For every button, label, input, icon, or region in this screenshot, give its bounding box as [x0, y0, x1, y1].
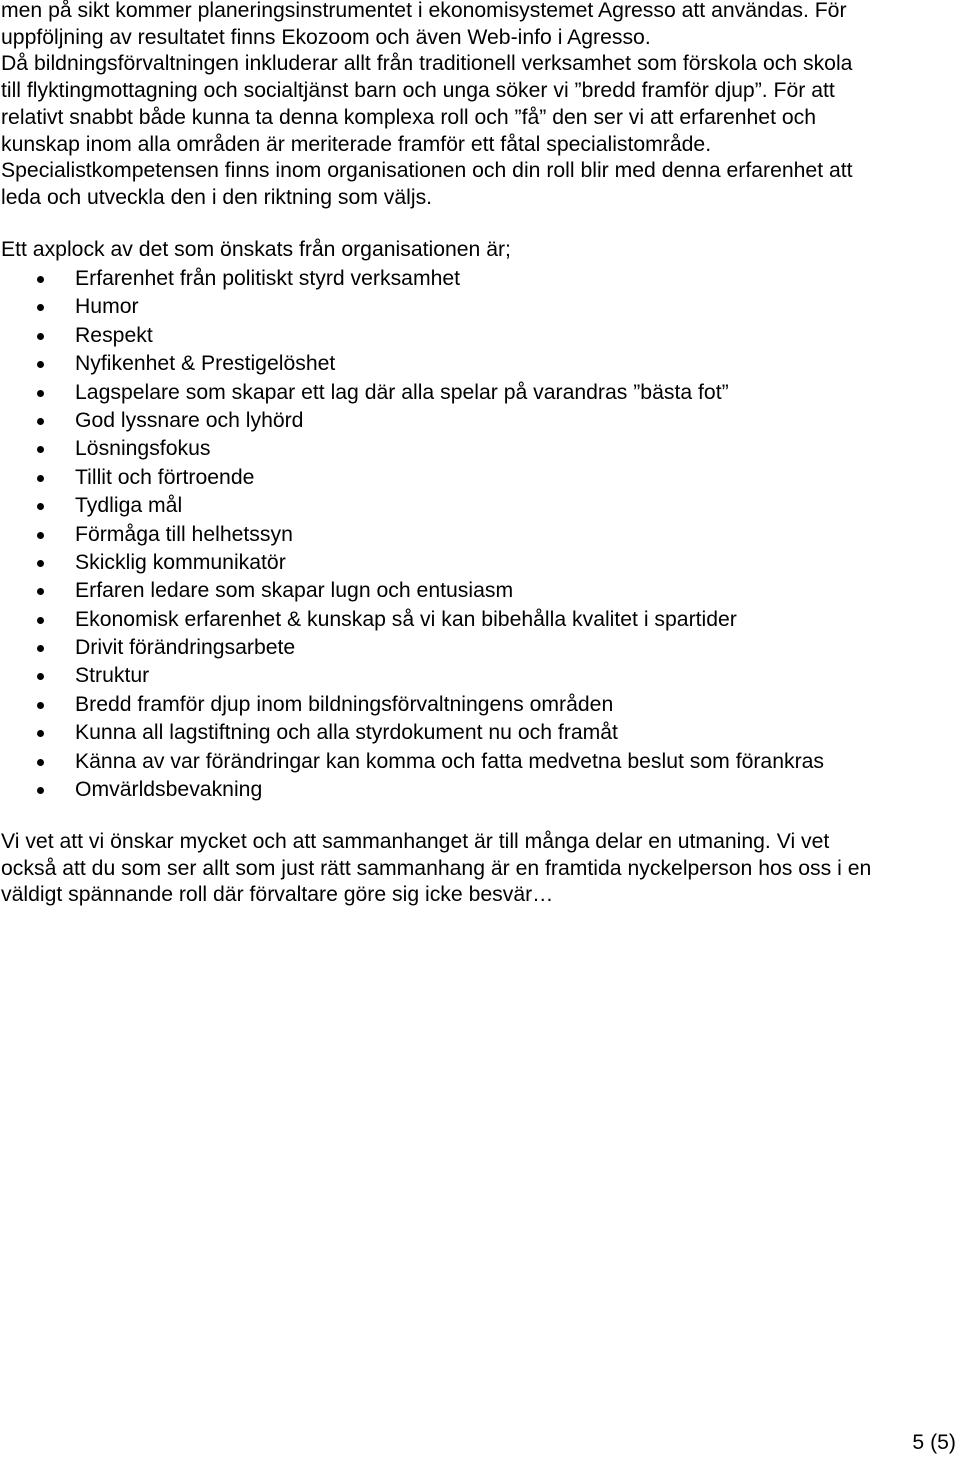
list-item-text: Tillit och förtroende: [75, 465, 255, 489]
list-item-text: Ekonomisk erfarenhet & kunskap så vi kan bibehålla kvalitet i spartider: [75, 607, 737, 631]
bullet-icon: [37, 503, 44, 510]
list-item-text: Humor: [75, 295, 139, 319]
list-item: [0, 492, 940, 520]
bullet-icon: [37, 787, 44, 794]
bullet-icon: [37, 702, 44, 709]
bullet-icon: [37, 617, 44, 624]
bullet-icon: [37, 560, 44, 567]
bullet-icon: [37, 418, 44, 425]
bullet-icon: [37, 333, 44, 340]
bullet-icon: [37, 276, 44, 283]
bullet-icon: [37, 304, 44, 311]
list-item: [0, 464, 940, 492]
list-item: [0, 350, 940, 378]
list-item-text: Känna av var förändringar kan komma och fatta medvetna beslut som förankras: [75, 749, 825, 773]
list-item-text: Respekt: [75, 323, 153, 347]
page-number: 5 (5): [912, 1431, 956, 1454]
bullet-icon: [37, 730, 44, 737]
bullet-icon: [37, 532, 44, 539]
list-item: [0, 634, 940, 662]
list-item-text: Tydliga mål: [75, 494, 183, 518]
list-item-text: Omvärldsbevakning: [75, 778, 263, 802]
list-item: [0, 776, 940, 804]
list-item-text: Erfarenhet från politiskt styrd verksamhet: [75, 267, 461, 290]
list-item: [0, 719, 940, 747]
bullet-icon: [37, 588, 44, 595]
list-item-text: Bredd framför djup inom bildningsförvaltningens områden: [75, 692, 614, 716]
list-item: [0, 606, 940, 634]
list-item-text: Lagspelare som skapar ett lag där alla spelar på varandras ”bästa fot”: [75, 380, 729, 404]
list-item: [0, 577, 940, 605]
list-item-text: Erfaren ledare som skapar lugn och entusiasm: [75, 579, 514, 603]
bullet-icon: [37, 759, 44, 766]
list-item: [0, 691, 940, 719]
list-item-text: Kunna all lagstiftning och alla styrdokument nu och framåt: [75, 721, 618, 745]
bullet-icon: [37, 475, 44, 482]
list-intro: Ett axplock av det som önskats från organisationen är;: [1, 238, 511, 261]
bullet-icon: [37, 361, 44, 368]
list-item: [0, 293, 940, 321]
list-item: [0, 662, 940, 690]
bullet-icon: [37, 446, 44, 453]
list-item: [0, 407, 940, 435]
bullet-icon: [37, 645, 44, 652]
list-item: [0, 521, 940, 549]
requirements-list: [0, 265, 940, 804]
list-item: [0, 435, 940, 463]
closing-paragraph: Vi vet att vi önskar mycket och att sammanhanget är till många delar en utmaning. Vi vet också att du som ser allt som just rätt sammanhang är en framtida nyckelperson hos oss i en väldigt spännande roll där förvaltare göre sig icke besvär…: [1, 830, 872, 907]
list-item-text: Lösningsfokus: [75, 437, 211, 461]
list-item: [0, 748, 940, 776]
list-item-text: Nyfikenhet & Prestigelöshet: [75, 352, 336, 376]
list-item: [0, 549, 940, 577]
list-item: [0, 322, 940, 350]
bullet-icon: [37, 673, 44, 680]
list-item-text: Struktur: [75, 664, 150, 688]
bullet-icon: [37, 390, 44, 397]
list-item-text: Skicklig kommunikatör: [75, 550, 286, 574]
intro-paragraph: men på sikt kommer planeringsinstrumentet i ekonomisystemet Agresso att användas. För uppföljning av resultatet finns Ekozoom och även Web-info i Agresso. Då bildningsförvaltningen inkluderar allt från traditionell verksamhet som förskola och skola till flyktingmottagning och socialtjänst barn och unga söker vi ”bredd framför djup”. För att relativt snabbt både kunna ta denna komplexa roll och ”få” den ser vi att erfarenhet och kunskap inom alla områden är meriterade framför ett fåtal specialistområde. Specialistkompetensen finns inom organisationen och din roll blir med denna erfarenhet att leda och utveckla den i den riktning som väljs.: [1, 0, 853, 209]
list-item-text: Drivit förändringsarbete: [75, 636, 296, 660]
list-item-text: God lyssnare och lyhörd: [75, 408, 304, 432]
list-item: [0, 379, 940, 407]
list-item-text: Förmåga till helhetssyn: [75, 522, 293, 546]
list-item: [0, 265, 940, 293]
